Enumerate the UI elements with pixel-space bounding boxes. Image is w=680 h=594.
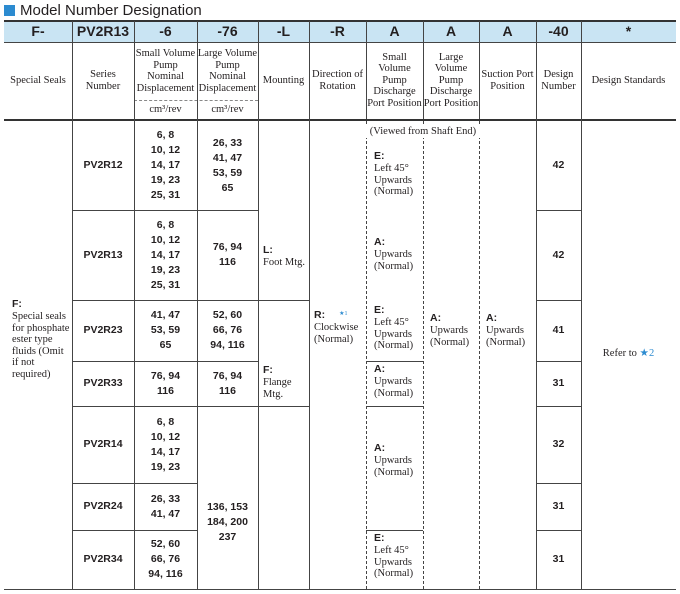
series-pv2r12: PV2R12 [83,159,123,171]
design-number-pv2r34: 31 [552,553,565,565]
header-small-disp: Small Volume Pump Nominal Displacement [135,48,196,94]
code-large-port: A [445,23,457,39]
small-port-e3: E: Left 45° Upwards (Normal) [374,532,414,579]
small-disp-pv2r23: 41, 47 53, 59 65 [150,309,181,351]
large-disp-pv2r23: 52, 60 66, 76 94, 116 [210,309,245,351]
code-suction-port: A [502,23,513,39]
series-pv2r34: PV2R34 [83,553,123,565]
series-pv2r13: PV2R13 [83,248,123,261]
code-row-rule [4,42,676,43]
design-number-pv2r23: 41 [552,324,565,336]
direction-text: Clockwise (Normal) [314,322,359,345]
small-disp-pv2r24: 26, 33 41, 47 [150,492,181,520]
unit-rule [134,100,258,101]
header-large-unit: cm³/rev [211,103,244,115]
header-large-port: Large Volume Pump Discharge Port Position [423,51,479,109]
header-large-disp: Large Volume Pump Nominal Displacement [197,48,258,94]
section-title [4,1,202,19]
code-series: PV2R13 [76,23,130,39]
header-series-number: Series Number [85,69,121,92]
small-port-e2: E: Left 45° Upwards (Normal) [374,304,414,351]
design-number-pv2r13: 42 [552,248,565,261]
design-number-pv2r12: 42 [552,159,565,171]
header-mounting: Mounting [262,74,305,86]
suction-port-cell: A: Upwards (Normal) [486,312,526,348]
small-port-a2: A: Upwards (Normal) [374,363,414,399]
large-disp-shared: 136, 153 184, 200 237 [207,501,248,543]
large-disp-pv2r12: 26, 33 41, 47 53, 59 65 [212,136,243,194]
bottom-rule [4,589,676,590]
title-text: Model Number Designation [20,1,202,19]
small-disp-pv2r34: 52, 60 66, 76 94, 116 [148,538,183,580]
small-disp-pv2r13: 6, 8 10, 12 14, 17 19, 23 25, 31 [150,218,181,291]
series-pv2r33: PV2R33 [83,377,123,389]
small-port-a1: A: Upwards (Normal) [374,236,414,272]
header-rule [4,119,676,121]
design-number-pv2r24: 31 [552,500,565,512]
code-direction: -R [330,23,345,39]
special-seals-desc: Special seals for phosphate ester type fluids (Omit if not required) [12,311,70,380]
mounting-foot [263,244,309,274]
header-direction: Direction of Rotation [311,69,364,92]
title-square-icon [4,5,15,16]
large-port-cell: A: Upwards (Normal) [430,312,470,348]
design-standards-text: Refer to [602,348,637,360]
small-disp-pv2r14: 6, 8 10, 12 14, 17 19, 23 [150,415,181,473]
small-disp-pv2r12: 6, 8 10, 12 14, 17 19, 23 25, 31 [150,129,181,201]
row-rule-4 [72,406,309,407]
special-seals-code: F: [12,298,22,310]
code-special-seals: F- [31,23,45,39]
top-rule [4,20,676,22]
row-rule-1 [72,210,258,211]
row-rule-2 [72,300,309,301]
code-small-disp: -6 [159,23,172,39]
header-special-seals: Special Seals [10,74,66,86]
header-design-standards: Design Standards [591,74,666,86]
large-disp-pv2r13: 76, 94 116 [212,241,243,268]
header-small-unit: cm³/rev [149,103,182,115]
star-2-icon: ★2 [639,348,655,360]
code-design-standards: * [625,23,632,39]
header-small-port: Small Volume Pump Discharge Port Position [367,51,422,109]
direction-cell [314,309,366,349]
mounting-flange-code: F: [263,364,273,376]
row-rule-3 [72,361,258,362]
mounting-flange [263,364,309,404]
small-disp-pv2r33: 76, 94 116 [150,369,181,397]
star-1-icon: ★1 [339,311,348,317]
design-standards-cell [581,345,676,363]
special-seals-cell [12,298,72,408]
small-port-e1: E: Left 45° Upwards (Normal) [374,150,414,197]
code-mounting: -L [276,23,291,39]
design-number-pv2r14: 32 [552,438,565,450]
header-suction-port: Suction Port Position [481,69,534,92]
header-design-number: Design Number [541,69,576,92]
series-pv2r23: PV2R23 [83,324,123,336]
small-port-a3: A: Upwards (Normal) [374,442,414,478]
series-pv2r14: PV2R14 [83,438,123,450]
direction-code: R: [314,309,326,321]
design-number-pv2r33: 31 [552,377,565,389]
mounting-flange-text: Flange Mtg. [263,377,292,400]
mounting-foot-code: L: [263,244,273,256]
code-large-disp: -76 [217,23,238,39]
code-small-port: A [389,23,400,39]
mounting-foot-text: Foot Mtg. [263,257,306,268]
viewed-from-note: (Viewed from Shaft End) [366,125,480,138]
large-disp-pv2r33: 76, 94 116 [212,369,243,397]
series-pv2r24: PV2R24 [83,500,123,512]
code-design-number: -40 [548,23,569,39]
